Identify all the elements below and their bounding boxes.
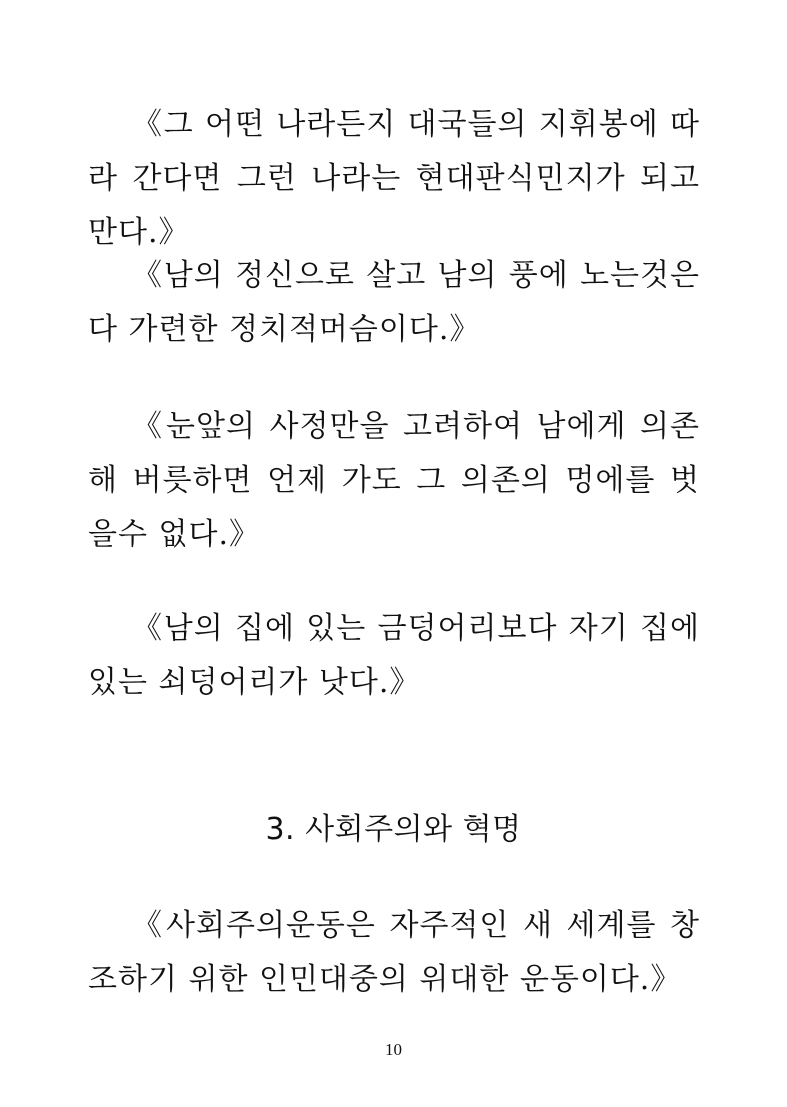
quote-paragraph: 《눈앞의 사정만을 고려하여 남에게 의존해 버릇하면 언제 가도 그 의존의 멍에를 벗을수 없다.》: [88, 409, 700, 552]
quote-paragraph: 《그 어떤 나라든지 대국들의 지휘봉에 따라 간다면 그런 나라는 현대판식민지가 되고만다.》: [88, 107, 700, 250]
quote-paragraph: 《남의 집에 있는 금덩어리보다 자기 집에 있는 쇠덩어리가 낫다.》: [88, 611, 700, 700]
quote-paragraph: 《남의 정신으로 살고 남의 풍에 노는것은 다 가련한 정치적머슴이다.》: [88, 258, 700, 347]
page-number: 10: [385, 1040, 402, 1059]
quote-paragraph: 《사회주의운동은 자주적인 새 세계를 창조하기 위한 인민대중의 위대한 운동이다.》: [88, 908, 700, 997]
section-heading: 3. 사회주의와 혁명: [265, 812, 522, 847]
